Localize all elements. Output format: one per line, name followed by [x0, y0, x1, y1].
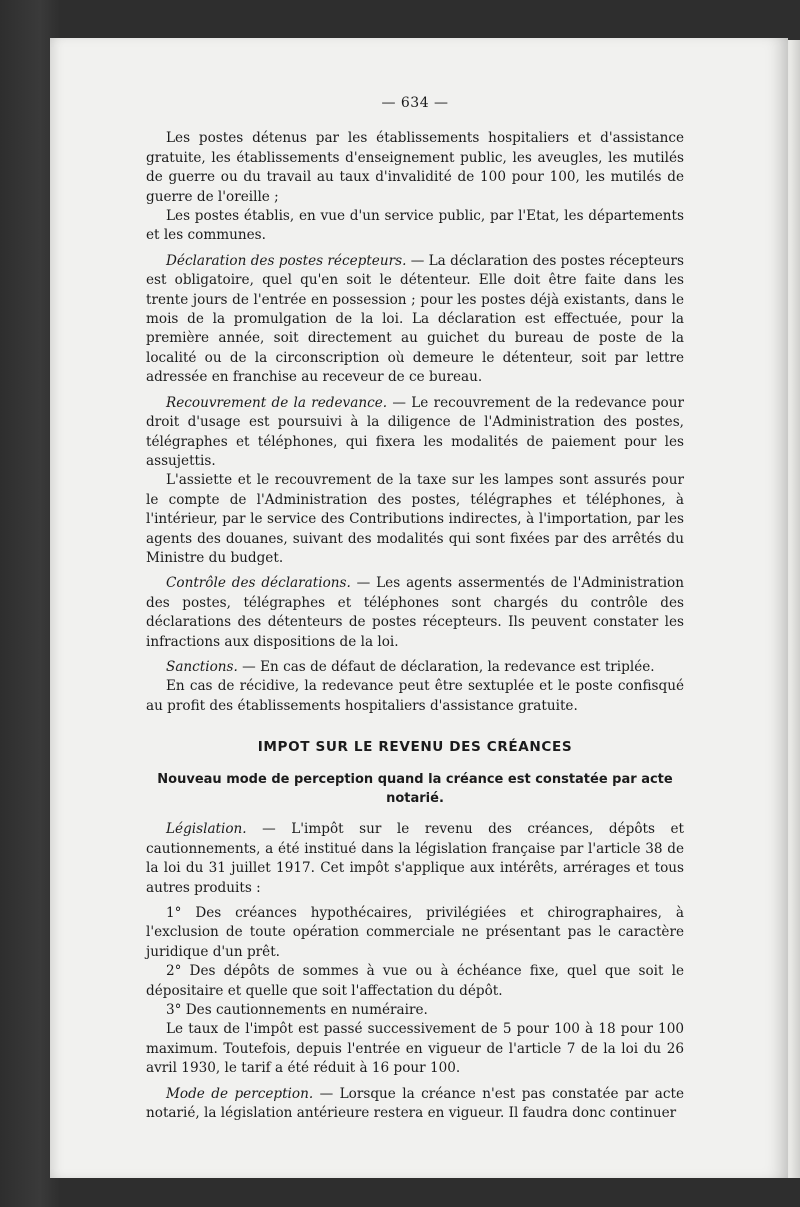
- paragraph-sanctions-text: — En cas de défaut de déclaration, la redevance est triplée.: [237, 658, 655, 675]
- paragraph-mode-perception: [146, 1085, 684, 1124]
- paragraph-recouvrement-text: — Le recouvrement de la redevance pour droit d'usage est poursuivi à la diligence de l'Administration des postes, télégraphes et téléphones, qui fixera les modalités de paiement pour les assujettis.: [146, 394, 684, 469]
- paragraph-mode-perception-text: — Lorsque la créance n'est pas constatée par acte notarié, la législation antérieure restera en vigueur. Il faudra donc continuer: [146, 1085, 685, 1122]
- paragraph-controle-text: — Les agents assermentés de l'Administration des postes, télégraphes et téléphones sont chargés du contrôle des déclarations des détenteurs de postes récepteurs. Ils peuvent constater les infractions aux dispositions de la loi.: [146, 575, 684, 650]
- paragraph-assiette: L'assiette et le recouvrement de la taxe sur les lampes sont assurés pour le compte de l'Administration des postes, télégraphes et téléphones, à l'intérieur, par le service des Contributions indirectes, à l'importation, par les agents des douanes, suivant des modalités qui sont fixées par des arrêtés du Ministre du budget.: [146, 472, 684, 566]
- section-title-recouvrement: Recouvrement de la redevance.: [166, 394, 388, 411]
- paragraph-public-service: Les postes établis, en vue d'un service public, par l'Etat, les départements et les communes.: [146, 208, 684, 244]
- paragraph-legislation: [146, 820, 684, 898]
- paragraph-item-1: 1° Des créances hypothécaires, privilégiées et chirographaires, à l'exclusion de toute opération commerciale ne présentant pas le caractère juridique d'un prêt.: [146, 905, 684, 960]
- paragraph-controle: [146, 574, 684, 652]
- page-number: — 634 —: [381, 95, 449, 111]
- paragraph-taux: Le taux de l'impôt est passé successivement de 5 pour 100 à 18 pour 100 maximum. Toutefois, depuis l'entrée en vigueur de l'article 7 de la loi du 26 avril 1930, le tarif a été réduit à 16 pour 100.: [146, 1021, 684, 1077]
- paragraph-item-3: 3° Des cautionnements en numéraire.: [166, 1002, 428, 1019]
- section-heading: IMPOT SUR LE REVENU DES CRÉANCES: [257, 739, 573, 756]
- paragraph-sanctions: [146, 658, 684, 677]
- section-title-controle: Contrôle des déclarations.: [166, 575, 351, 592]
- section-title-sanctions: Sanctions.: [166, 658, 238, 675]
- paragraph-recouvrement: [146, 394, 684, 472]
- paragraph-exemptions: Les postes détenus par les établissements hospitaliers et d'assistance gratuite, les établissements d'enseignement public, les aveugles, les mutilés de guerre ou du travail au taux d'invalidité de 100 pour 100, les mutilés de guerre de l'oreille ;: [146, 130, 684, 205]
- paragraph-recidive: En cas de récidive, la redevance peut être sextuplée et le poste confisqué au profit des établissements hospitaliers d'assistance gratuite.: [146, 678, 684, 714]
- paragraph-item-2: 2° Des dépôts de sommes à vue ou à échéance fixe, quel que soit le dépositaire et quelle que soit l'affectation du dépôt.: [146, 963, 684, 999]
- page-text: [146, 94, 684, 1124]
- paragraph-declaration: [146, 252, 684, 388]
- paragraph-declaration-text: — La déclaration des postes récepteurs est obligatoire, quel qu'en soit le détenteur. Elle doit être faite dans les trente jours de l'entrée en possession ; pour les postes déjà existants, dans le mois de la promulgation de la loi. La déclaration est effectuée, pour la première année, soit directement au guichet du bureau de poste de la localité ou de la circonscription où demeure le détenteur, soit par lettre adressée en franchise au receveur de ce bureau.: [146, 252, 684, 386]
- paragraph-legislation-text: — L'impôt sur le revenu des créances, dépôts et cautionnements, a été institué dans la législation française par l'article 38 de la loi du 31 juillet 1917. Cet impôt s'applique aux intérêts, arrérages et tous autres produits :: [146, 821, 684, 896]
- section-title-mode-perception: Mode de perception.: [166, 1085, 314, 1102]
- section-title-declaration: Déclaration des postes récepteurs.: [166, 252, 407, 269]
- section-title-legislation: Législation.: [166, 821, 247, 838]
- section-subheading: Nouveau mode de perception quand la créance est constatée par acte notarié.: [157, 771, 673, 806]
